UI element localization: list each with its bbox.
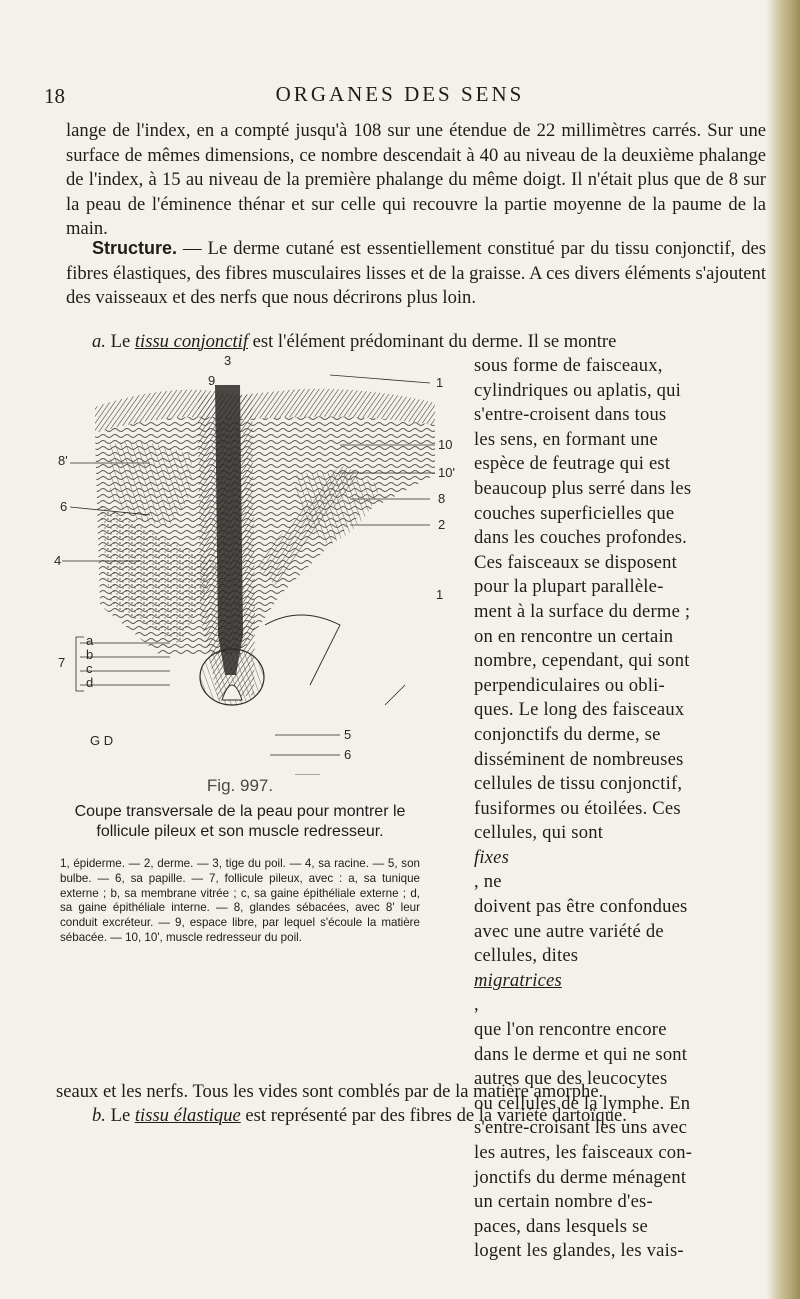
fig-label-2: 2: [438, 517, 446, 532]
side-line: Ces faisceaux se disposent: [474, 551, 677, 573]
hair-shaft-drawing: [215, 385, 243, 675]
side-line: perpendiculaires ou obli-: [474, 674, 665, 696]
side-line: jonctifs du derme ménagent: [474, 1166, 687, 1188]
side-line: dans les couches profondes.: [474, 527, 687, 549]
side-line: logent les glandes, les vais-: [474, 1240, 684, 1262]
side-line: autres que des leucocytes: [474, 1068, 668, 1090]
paragraph-index-count: lange de l'index, en a compté jusqu'à 108 sur une étendue de 22 millimètres carrés. Sur une surface de mêmes dimensions, ce nombre descendait à 40 au niveau de la deuxième phalange de l'index, à 15 au niveau de la première phalange du même doigt. Il n'était plus que de 8 sur la peau de l'éminence thénar et sur celle qui recouvre la partie moyenne de la paume de la main.: [66, 120, 766, 240]
paragraph-tissu-elastique: b. Le tissu élastique est représenté par des fibres de la variété dartoïque.: [92, 1105, 627, 1126]
fig-label-1: 1: [436, 375, 444, 390]
fig-label-4: 4: [54, 553, 62, 568]
structure-heading: Structure.: [92, 238, 178, 258]
side-line: s'entre-croisant les uns avec: [474, 1117, 688, 1139]
fig-label-10-prime: 10': [438, 465, 455, 480]
fig-label-6-left: 6: [60, 499, 68, 514]
side-line: que l'on rencontre encore: [474, 1019, 667, 1041]
figure-legend: 1, épiderme. — 2, derme. — 3, tige du poil. — 4, sa racine. — 5, son bulbe. — 6, sa papille. — 7, follicule pileux, avec : a, sa tunique externe ; b, sa membrane vitrée ; c, sa gaine épithéliale externe ; d, sa gaine épithéliale interne. — 8, glandes sébacées, avec 8' leur conduit excréteur. — 9, espace libre, par lequel s'écoule la matière sébacée. — 10, 10', muscle redresseur du poil.: [60, 857, 420, 944]
item-letter-a: a.: [92, 331, 106, 352]
fig-label-3: 3: [224, 353, 232, 368]
side-line: fusiformes ou étoilées. Ces: [474, 797, 681, 819]
side-line: les sens, en formant une: [474, 428, 658, 450]
side-line: cellules de tissu conjonctif,: [474, 773, 683, 795]
side-line: avec une autre variété de: [474, 920, 664, 942]
fig-label-d: d: [86, 675, 94, 690]
fig-label-7: 7: [58, 655, 66, 670]
running-title: ORGANES DES SENS: [275, 82, 525, 106]
fig-label-a: a: [86, 633, 94, 648]
term-tissu-conjonctif: tissu conjonctif: [134, 331, 248, 352]
side-line: les autres, les faisceaux con-: [474, 1142, 693, 1163]
side-line: dans le derme et qui ne sont: [474, 1043, 688, 1065]
side-line: couches superficielles que: [474, 502, 675, 524]
term-migratrices: migratrices: [474, 969, 562, 991]
side-line: ment à la surface du derme ;: [474, 600, 691, 622]
side-line: espèce de feutrage qui est: [474, 453, 671, 475]
fig-label-c: c: [86, 661, 93, 676]
side-line: ques. Le long des faisceaux: [474, 699, 685, 721]
paragraph-continuation: seaux et les nerfs. Tous les vides sont comblés par de la matière amorphe.: [56, 1081, 604, 1102]
side-line: un certain nombre d'es-: [474, 1191, 653, 1213]
term-tissu-elastique: tissu élastique: [134, 1105, 241, 1126]
figure-caption: Coupe transversale de la peau pour montrer le follicule pileux et son muscle redresseur.: [74, 803, 406, 840]
fig-label-9: 9: [208, 373, 216, 388]
term-fixes: fixes: [474, 846, 510, 868]
hair-follicle-illustration: [40, 355, 460, 775]
side-line: on en rencontre un certain: [474, 625, 674, 647]
page-edge-shadow: [766, 0, 800, 1299]
structure-text: — Le derme cutané est essentiellement constitué par du tissu conjonctif, des fibres élastiques, des fibres musculaires lisses et de la graisse. A ces divers éléments s'ajoutent des vaisseaux et des nerfs que nous décrirons plus loin.: [66, 238, 766, 309]
side-line: paces, dans lesquels se: [474, 1215, 648, 1237]
fig-label-gd: G D: [90, 733, 114, 748]
item-letter-b: b.: [92, 1105, 106, 1126]
side-line: cylindriques ou aplatis, qui: [474, 379, 681, 401]
side-line: pour la plupart parallèle-: [474, 576, 664, 598]
fig-label-5: 5: [344, 727, 352, 742]
free-space-outline: [265, 615, 340, 685]
figure-hair-follicle: [40, 355, 460, 775]
fig-label-8: 8: [438, 491, 446, 506]
side-line: s'entre-croisent dans tous: [474, 404, 667, 426]
side-line-migratrices: cellules, dites migratrices ,: [474, 945, 579, 1016]
side-line: nombre, cependant, qui sont: [474, 650, 690, 672]
figure-number: Fig. 997.: [206, 776, 274, 795]
side-line: ou cellules de la lymphe. En: [474, 1092, 691, 1114]
side-line: disséminent de nombreuses: [474, 748, 684, 770]
paragraph-structure: [66, 236, 766, 311]
side-line: conjonctifs du derme, se: [474, 723, 661, 745]
side-line: doivent pas être confondues: [474, 896, 688, 918]
side-line: sous forme de faisceaux,: [474, 355, 663, 376]
fig-label-1-b: 1: [436, 587, 444, 602]
fig-label-6: 6: [344, 747, 352, 762]
side-line-fixes: cellules, qui sont fixes , ne: [474, 822, 604, 893]
side-line: beaucoup plus serré dans les: [474, 477, 692, 499]
fig-label-b: b: [86, 647, 94, 662]
fig-label-10: 10: [438, 437, 453, 452]
fig-label-8-prime: 8': [58, 453, 68, 468]
paragraph-tissu-conjonctif-start: a. Le tissu conjonctif est l'élément prédominant du derme. Il se montre: [92, 331, 617, 352]
page-number: 18: [44, 84, 65, 108]
